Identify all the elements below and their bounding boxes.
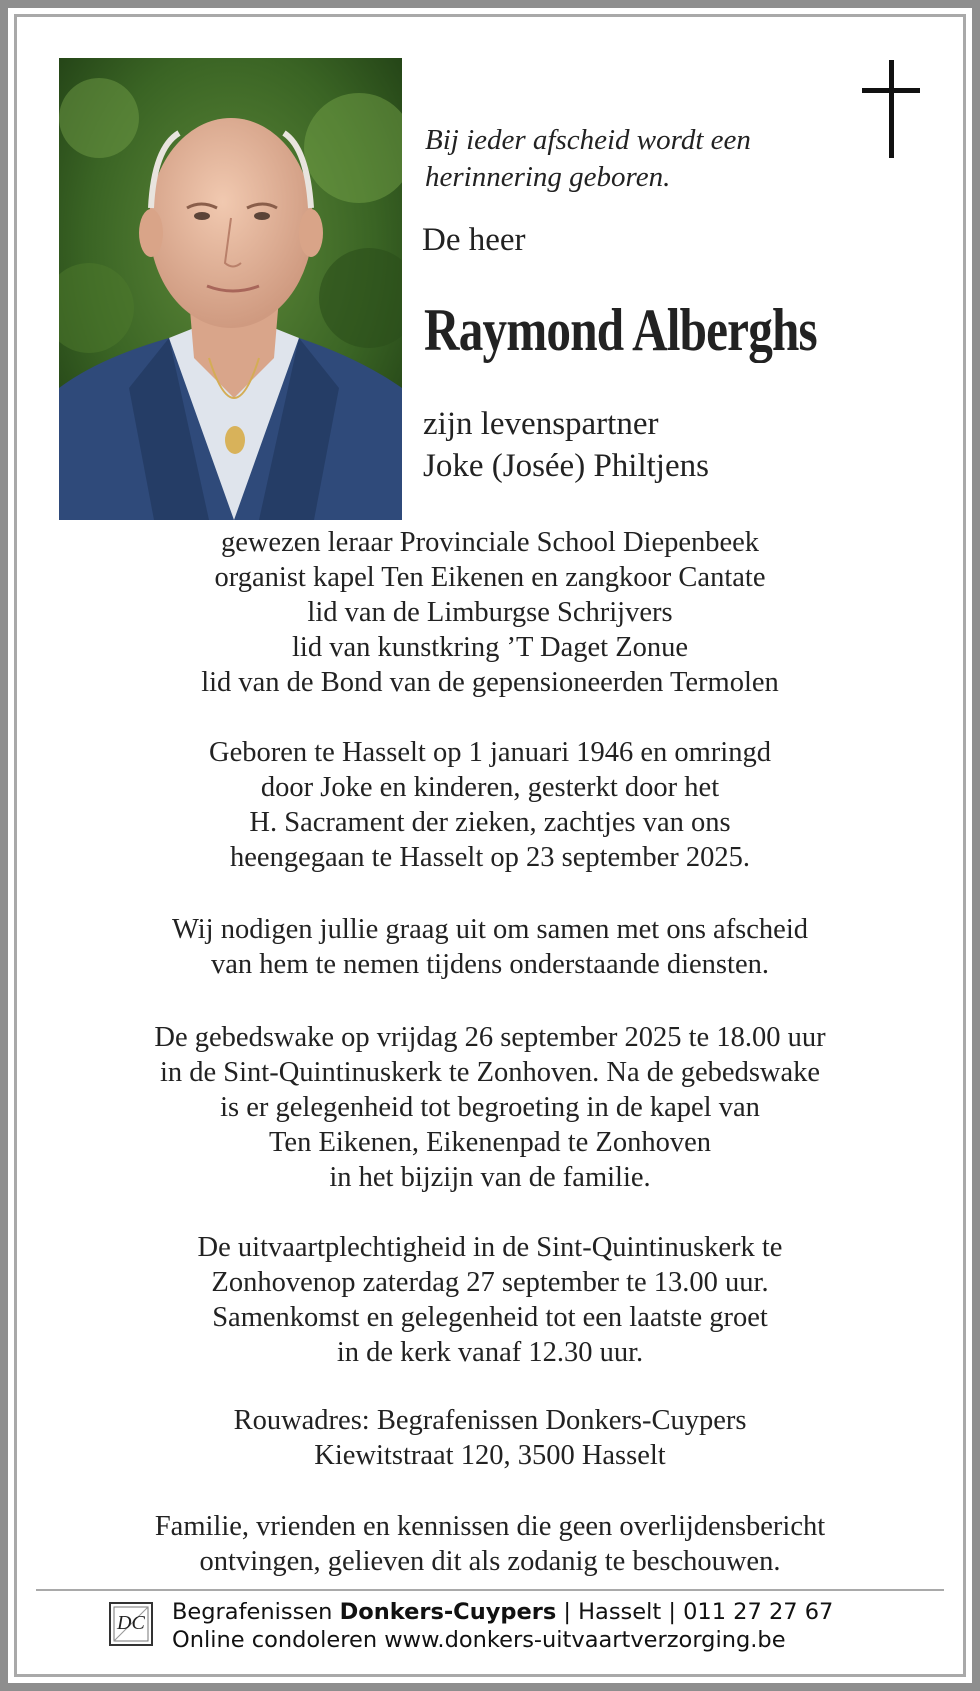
- roles-block: [40, 525, 940, 700]
- funeral-block: [40, 1230, 940, 1370]
- birth-death-line: door Joke en kinderen, gesterkt door het: [260, 772, 720, 803]
- partner-name: Joke (Josée) Philtjens: [423, 448, 709, 484]
- wake-line: is er gelegenheid tot begroeting in de kapel van: [220, 1092, 760, 1123]
- address-line: Kiewitstraat 120, 3500 Hasselt: [314, 1440, 666, 1471]
- portrait-photo: [59, 58, 402, 520]
- partner-label: zijn levenspartner: [423, 406, 659, 442]
- address-line: Rouwadres: Begrafenissen Donkers-Cuypers: [233, 1405, 747, 1436]
- footer: [172, 1598, 833, 1654]
- wake-block: [40, 1020, 940, 1195]
- footer-contact: | Hasselt | 011 27 27 67: [556, 1599, 834, 1625]
- funeral-line: Samenkomst en gelegenheid tot een laatste groet: [212, 1302, 768, 1333]
- wake-line: Ten Eikenen, Eikenenpad te Zonhoven: [269, 1127, 711, 1158]
- logo-letters: DC: [117, 1612, 145, 1634]
- partner-block: [423, 403, 709, 487]
- funeral-line: Zonhovenop zaterdag 27 september te 13.00 uur.: [211, 1267, 769, 1298]
- role-line: organist kapel Ten Eikenen en zangkoor Cantate: [214, 562, 766, 593]
- wake-line: in het bijzijn van de familie.: [329, 1162, 651, 1193]
- funeral-line: De uitvaartplechtigheid in de Sint-Quintinuskerk te: [197, 1232, 783, 1263]
- wake-line: in de Sint-Quintinuskerk te Zonhoven. Na de gebedswake: [159, 1057, 821, 1088]
- invitation-block: [40, 912, 940, 982]
- birth-death-line: H. Sacrament der zieken, zachtjes van ons: [249, 807, 731, 838]
- footer-online[interactable]: Online condoleren www.donkers-uitvaartverzorging.be: [172, 1627, 786, 1653]
- invitation-line: Wij nodigen jullie graag uit om samen met ons afscheid: [172, 914, 808, 945]
- footer-divider: [36, 1589, 944, 1591]
- role-line: lid van kunstkring ’T Daget Zonue: [291, 632, 689, 663]
- closing-line: Familie, vrienden en kennissen die geen overlijdensbericht: [154, 1511, 826, 1542]
- role-line: lid van de Bond van de gepensioneerden Termolen: [201, 667, 779, 698]
- quote-line: herinnering geboren.: [425, 161, 671, 193]
- address-block: [40, 1403, 940, 1473]
- birth-death-block: [40, 735, 940, 875]
- footer-prefix: Begrafenissen: [172, 1599, 340, 1625]
- role-line: gewezen leraar Provinciale School Diepenbeek: [220, 527, 760, 558]
- birth-death-line: heengegaan te Hasselt op 23 september 2025.: [230, 842, 750, 873]
- epigraph-quote: [425, 122, 825, 196]
- invitation-line: van hem te nemen tijdens onderstaande diensten.: [211, 949, 769, 980]
- birth-death-line: Geboren te Hasselt op 1 januari 1946 en omringd: [209, 737, 771, 768]
- role-line: lid van de Limburgse Schrijvers: [307, 597, 673, 628]
- closing-line: ontvingen, gelieven dit als zodanig te beschouwen.: [199, 1546, 781, 1577]
- quote-line: Bij ieder afscheid wordt een: [425, 124, 751, 156]
- funeral-line: in de kerk vanaf 12.30 uur.: [336, 1337, 644, 1368]
- wake-line: De gebedswake op vrijdag 26 september 2025 te 18.00 uur: [154, 1022, 826, 1053]
- closing-block: [40, 1509, 940, 1579]
- funeral-home-logo: [108, 1599, 156, 1647]
- deceased-name: Raymond Alberghs: [424, 297, 817, 363]
- salutation: De heer: [422, 222, 526, 258]
- footer-line-1: [172, 1598, 833, 1626]
- footer-brand: Donkers-Cuypers: [339, 1599, 557, 1625]
- cross-icon: [862, 60, 922, 160]
